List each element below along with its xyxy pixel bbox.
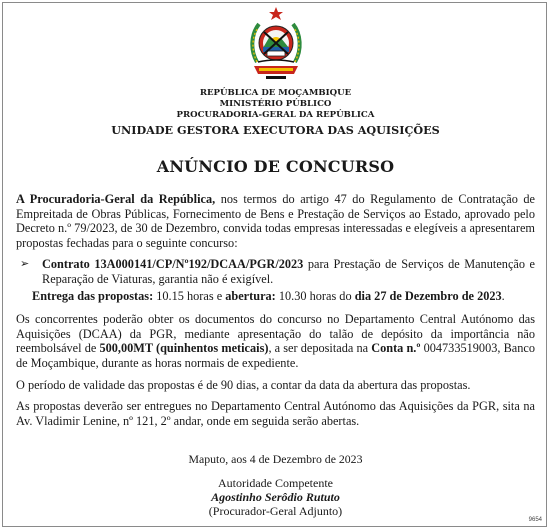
- intro-paragraph: [16, 192, 535, 250]
- documents-text-2: , a ser depositada na: [268, 341, 372, 356]
- document-title: ANÚNCIO DE CONCURSO: [156, 157, 395, 176]
- delivery-time: 10.15 horas e: [153, 288, 226, 303]
- opening-time: 10.30 horas do: [275, 288, 355, 303]
- validity-paragraph: O período de validade das propostas é de 90 dias, a contar da data da abertura das propostas.: [16, 377, 471, 392]
- delivery-label: Entrega das propostas:: [32, 288, 154, 303]
- reference-number: 9654: [528, 517, 542, 523]
- notice-body: [16, 192, 535, 435]
- signature-name: Agostinho Serôdio Rututo: [211, 490, 340, 504]
- documents-paragraph: [16, 312, 535, 370]
- contract-label: Contrato 13A000141/CP/Nº192/DCAA/PGR/2023: [42, 257, 304, 272]
- signature-title: (Procurador-Geral Adjunto): [208, 504, 343, 518]
- arrow-bullet-icon: ➢: [20, 258, 30, 271]
- header-country: REPÚBLICA DE MOÇAMBIQUE: [199, 88, 352, 98]
- contract-text: para Prestação de Serviços de Manutenção e Reparação de Viaturas, garantia não é exigível.: [42, 257, 535, 286]
- header-office: PROCURADORIA-GERAL DA REPÚBLICA: [176, 110, 375, 120]
- signature-role: Autoridade Competente: [218, 476, 333, 490]
- submission-paragraph: As propostas deverão ser entregues no Departamento Central Autónomo das Aquisições da PGR, sita na Av. Vladimir Lenine, nº 121, 2º andar, onde em seguida serão abertas.: [16, 399, 535, 428]
- mozambique-coat-of-arms-icon: [248, 6, 304, 84]
- contract-item: [16, 257, 535, 286]
- header-ministry: MINISTÉRIO PÚBLICO: [219, 99, 332, 109]
- documents-text-3: 004733519003, Banco de Moçambique, durante as horas normais de expediente.: [16, 341, 536, 370]
- place-date: Maputo, aos 4 de Dezembro de 2023: [188, 452, 363, 466]
- intro-bold: A Procuradoria-Geral da República,: [16, 192, 216, 206]
- opening-date: dia 27 de Dezembro de 2023: [354, 288, 502, 303]
- header-unit: UNIDADE GESTORA EXECUTORA DAS AQUISIÇÕES: [111, 123, 440, 137]
- delivery-line: [32, 289, 535, 304]
- delivery-end: .: [501, 288, 505, 303]
- documents-amount: 500,00MT (quinhentos meticais): [99, 341, 269, 356]
- documents-text-1: Os concorrentes poderão obter os documentos do concurso no Departamento Central Autónomo das Aquisições (DCAA) da PGR, mediante apresentação do talão de depósito da importância não reembolsável de: [16, 312, 535, 356]
- opening-label: abertura:: [225, 288, 276, 303]
- account-label: Conta n.º: [371, 341, 421, 356]
- intro-text: nos termos do artigo 47 do Regulamento de Contratação de Empreitada de Obras Públicas, Fornecimento de Bens e Prestação de Serviços ao Estado, aprovado pelo Decreto n.º 79/2023, de 30 de Dezembro, convida todas empresas interessadas e elegíveis a apresentarem propostas fechadas para o seguinte concurso:: [16, 192, 535, 250]
